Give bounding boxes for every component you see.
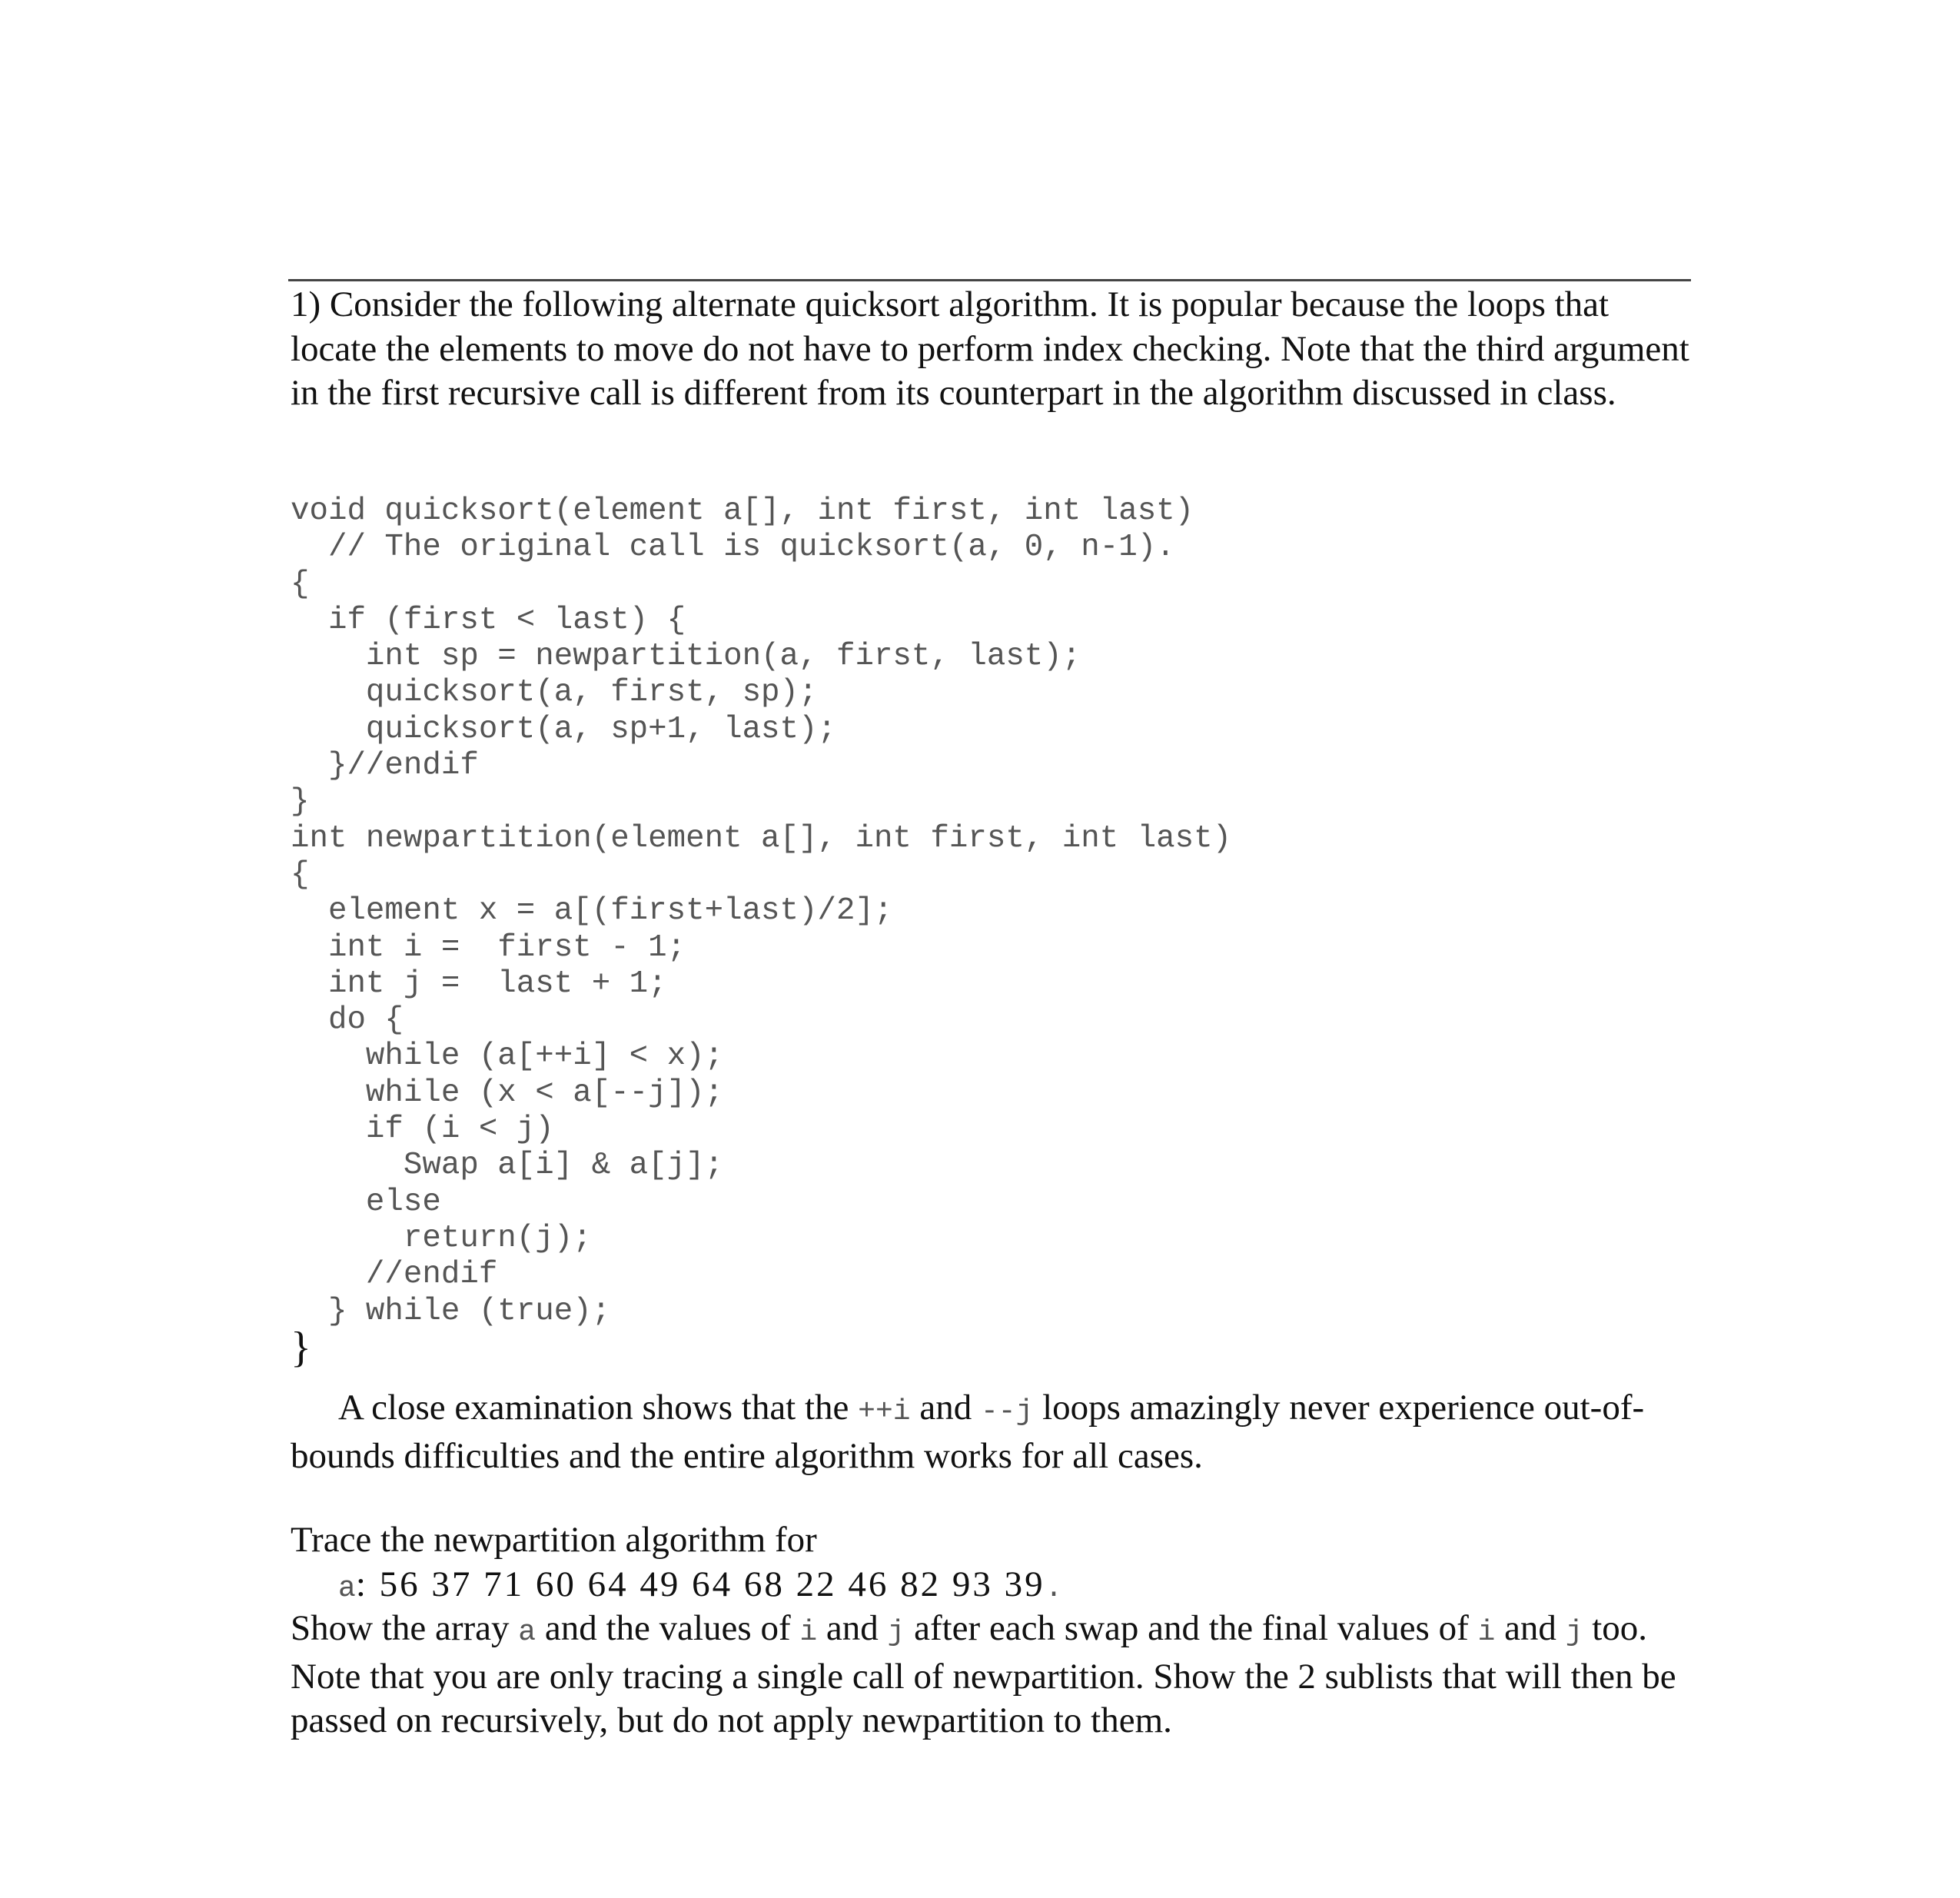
instructions-paragraph: Show the array a and the values of i and j after each swap and the final values of i and j too. Note that you are only tracing a single call of newpartition. Show the 2 sublists that will then be passed on recursively, but do not apply newpartition to them. bbox=[291, 1608, 1676, 1740]
code-line: quicksort(a, sp+1, last); bbox=[291, 711, 836, 747]
code-line: void quicksort(element a[], int first, int last) bbox=[291, 494, 1194, 529]
code-line: } bbox=[291, 1323, 311, 1371]
problem-intro bbox=[291, 283, 1697, 416]
examination-paragraph: A close examination shows that the ++i and --j loops amazingly never experience out-of-bounds difficulties and the entire algorithm works for all cases. bbox=[291, 1388, 1645, 1476]
code-line: while (a[++i] < x); bbox=[291, 1039, 724, 1075]
code-line: { bbox=[291, 856, 310, 892]
intro-text: 1) Consider the following alternate quicksort algorithm. It is popular because the loops that locate the elements to move do not have to perform index checking. Note that the third argument in the first recursive call is different from its counterpart in the algorithm discussed in class. bbox=[291, 284, 1689, 413]
code-line: }//endif bbox=[291, 748, 479, 784]
code-line: while (x < a[--j]); bbox=[291, 1075, 724, 1111]
code-line: quicksort(a, first, sp); bbox=[291, 675, 818, 711]
code-line: else bbox=[291, 1184, 441, 1220]
code-i-final: i bbox=[1477, 1616, 1496, 1649]
array-end: . bbox=[1045, 1571, 1063, 1605]
code-line: do { bbox=[291, 1002, 404, 1039]
code-line: int sp = newpartition(a, first, last); bbox=[291, 639, 1081, 675]
code-dec-j: --j bbox=[980, 1395, 1034, 1428]
code-line: element x = a[(first+last)/2]; bbox=[291, 893, 893, 929]
code-line: } while (true); bbox=[291, 1293, 611, 1329]
code-j: j bbox=[887, 1616, 905, 1649]
trace-intro: Trace the newpartition algorithm for bbox=[291, 1520, 817, 1560]
array-label: a bbox=[338, 1571, 356, 1605]
code-inc-i: ++i bbox=[858, 1395, 911, 1428]
array-line bbox=[291, 1563, 1697, 1611]
code-i: i bbox=[799, 1616, 818, 1649]
code-a: a bbox=[518, 1616, 537, 1649]
array-values: : 56 37 71 60 64 49 64 68 22 46 82 93 39 bbox=[355, 1564, 1045, 1604]
code-line: return(j); bbox=[291, 1220, 592, 1256]
code-line: if (i < j) bbox=[291, 1112, 554, 1148]
trace-section bbox=[291, 1518, 1697, 1610]
code-line: int newpartition(element a[], int first, int last) bbox=[291, 820, 1232, 856]
top-rule bbox=[288, 279, 1691, 281]
code-line: // The original call is quicksort(a, 0, n-1). bbox=[291, 530, 1175, 566]
code-block bbox=[291, 494, 1232, 1371]
code-line: int i = first - 1; bbox=[291, 929, 686, 966]
code-line: } bbox=[291, 784, 310, 820]
code-line: if (first < last) { bbox=[291, 602, 686, 638]
code-line: //endif bbox=[291, 1257, 498, 1293]
code-line: Swap a[i] & a[j]; bbox=[291, 1148, 724, 1184]
code-line: int j = last + 1; bbox=[291, 966, 667, 1002]
code-j-final: j bbox=[1565, 1616, 1583, 1649]
code-line: { bbox=[291, 566, 310, 602]
